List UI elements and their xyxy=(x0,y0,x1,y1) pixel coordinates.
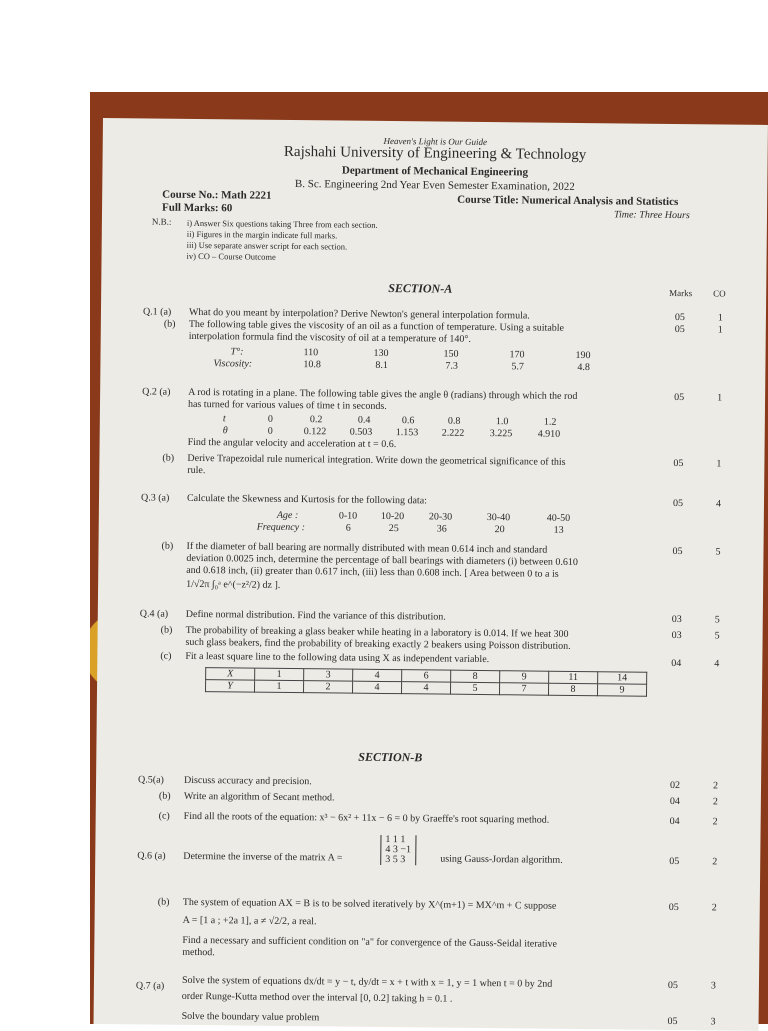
q4b-marks: 03 xyxy=(671,629,682,642)
q5b-label: (b) xyxy=(158,790,171,802)
table-cell: 11 xyxy=(549,671,598,684)
q3a-co: 4 xyxy=(715,498,722,510)
q5b-marks: 04 xyxy=(669,795,680,808)
q5a-label: Q.5(a) xyxy=(138,774,164,786)
q1b-co: 1 xyxy=(717,324,723,336)
q3-cell: 6 xyxy=(345,522,351,534)
q2-cell: 1.2 xyxy=(543,416,557,428)
q2-cell: 0.8 xyxy=(447,415,461,427)
q3-row1-label: Age : xyxy=(276,509,299,522)
university-name: Rajshahi University of Engineering & Technology xyxy=(283,143,587,164)
q2-cell: 0.122 xyxy=(303,426,327,438)
q1b-label: (b) xyxy=(163,318,176,330)
q7a-co: 3 xyxy=(710,980,717,992)
q2-cell: 0 xyxy=(267,413,273,425)
table-cell: 4 xyxy=(401,682,450,695)
section-a-heading: SECTION-A xyxy=(388,280,453,296)
exam-paper xyxy=(94,118,768,1031)
note-2: ii) Figures in the margin indicate full marks. xyxy=(186,228,338,241)
table-cell: 3 xyxy=(304,669,353,682)
q6a-text-1: Determine the inverse of the matrix A = xyxy=(183,850,343,864)
q4b-text-2: such glass beakers, find the probability of breaking exactly 2 beakers using Poisson distribution. xyxy=(185,636,571,652)
department-name: Department of Mechanical Engineering xyxy=(341,164,529,179)
q7a-marks: 05 xyxy=(667,979,679,992)
q5b-co: 2 xyxy=(712,796,718,808)
q1-cell: 190 xyxy=(575,349,591,362)
q1b-text-2: interpolation formula find the viscosity of oil at a temperature of 140°. xyxy=(188,330,472,345)
q3a-marks: 05 xyxy=(672,497,684,510)
q4c-label: (c) xyxy=(160,650,172,662)
q6a-marks: 05 xyxy=(669,855,680,868)
q2-cell: 2.222 xyxy=(441,427,465,439)
table-cell: Y xyxy=(205,680,254,693)
q1-cell: 170 xyxy=(509,349,525,361)
q1a-marks: 05 xyxy=(674,312,685,324)
q2-cell: 1.153 xyxy=(395,427,419,439)
q4a-label: Q.4 (a) xyxy=(139,608,169,620)
motto: Heaven's Light is Our Guide xyxy=(383,135,488,148)
q6b-text-3: Find a necessary and sufficient condition on "a" for convergence of the Gauss-Seidal iterative xyxy=(182,934,558,950)
q3-cell: 30-40 xyxy=(486,512,511,524)
note-3: iii) Use separate answer script for each section. xyxy=(186,239,348,252)
q7b-text: Solve the boundary value problem xyxy=(181,1010,320,1024)
q7a-text-2: order Runge-Kutta method over the interval [0, 0.2] taking h = 0.1 . xyxy=(181,990,453,1005)
time-allowed: Time: Three Hours xyxy=(613,209,690,222)
q1-cell: 110 xyxy=(303,347,319,359)
q3-cell: 25 xyxy=(388,523,399,535)
q7a-label: Q.7 (a) xyxy=(135,980,165,992)
q3-cell: 13 xyxy=(553,524,564,536)
q5a-co: 2 xyxy=(712,780,719,792)
q1-row1-label: T°: xyxy=(230,346,244,358)
table-cell: 7 xyxy=(499,683,548,696)
q4b-co: 5 xyxy=(714,630,720,642)
q1b-text-1: The following table gives the viscosity of an oil as a function of temperature. Using a suitable xyxy=(188,318,565,334)
q3-row2-label: Frequency : xyxy=(256,521,305,534)
table-cell: 8 xyxy=(548,683,597,696)
q3b-text-2: deviation 0.0025 inch, determine the percentage of ball bearings with diameters (i) between 0.610 xyxy=(186,552,578,568)
q2b-co: 1 xyxy=(716,458,722,470)
q3a-label: Q.3 (a) xyxy=(140,492,170,504)
q2-cell: 0.503 xyxy=(349,426,373,438)
q2a-text-1: A rod is rotating in a plane. The following table gives the angle θ (radians) through which the rod xyxy=(188,386,578,402)
table-cell: 5 xyxy=(450,682,499,695)
q2b-label: (b) xyxy=(162,452,175,464)
q2-cell: 0.4 xyxy=(357,414,371,426)
table-cell: 6 xyxy=(402,670,451,683)
q5a-marks: 02 xyxy=(669,779,681,792)
q1a-label: Q.1 (a) xyxy=(142,306,172,318)
q4a-text: Define normal distribution. Find the variance of this distribution. xyxy=(185,608,446,623)
q4b-label: (b) xyxy=(160,624,173,636)
q6a-co: 2 xyxy=(712,856,718,868)
q4a-co: 5 xyxy=(714,614,720,626)
matrix-row: 4 3 −1 xyxy=(385,843,412,856)
q2-cell: 0.6 xyxy=(401,415,415,427)
table-cell: 1 xyxy=(255,668,304,681)
q1-cell: 5.7 xyxy=(511,361,524,373)
q2-cell: 3.225 xyxy=(489,428,513,440)
q5c-marks: 04 xyxy=(669,815,680,828)
q5c-label: (c) xyxy=(158,810,170,822)
q2-cell: 4.910 xyxy=(537,428,561,440)
table-cell: 14 xyxy=(598,672,647,685)
exam-title: B. Sc. Engineering 2nd Year Even Semester Examination, 2022 xyxy=(294,178,575,193)
matrix-row: 3 5 3 xyxy=(385,853,406,866)
q3-cell: 40-50 xyxy=(546,512,571,524)
q3b-label: (b) xyxy=(161,540,174,552)
q3a-text: Calculate the Skewness and Kurtosis for the following data: xyxy=(186,492,428,507)
q1-cell: 10.8 xyxy=(303,359,321,371)
q1-cell: 130 xyxy=(373,347,389,360)
q1-cell: 8.1 xyxy=(375,359,388,371)
q7a-text-1: Solve the system of equations dx/dt = y − t, dy/dt = x + t with x = 1, y = 1 when t = 0 by 2nd xyxy=(181,974,553,990)
matrix-a xyxy=(380,835,416,865)
marks-header: Marks xyxy=(669,287,693,299)
q3b-marks: 05 xyxy=(672,545,683,558)
q2a-marks: 05 xyxy=(674,391,685,404)
q6b-label: (b) xyxy=(157,896,170,908)
q2b-marks: 05 xyxy=(673,457,684,470)
table-cell: 4 xyxy=(353,669,402,682)
q5a-text: Discuss accuracy and precision. xyxy=(184,774,312,788)
course-title: Course Title: Numerical Analysis and Statistics xyxy=(457,193,679,209)
q6b-text-4: method. xyxy=(182,946,215,959)
q5b-text: Write an algorithm of Secant method. xyxy=(183,790,335,804)
q4c-text: Fit a least square line to the following data using X as independent variable. xyxy=(185,650,490,666)
section-b-heading: SECTION-B xyxy=(358,749,423,765)
q3-cell: 36 xyxy=(436,523,447,535)
q1a-co: 1 xyxy=(717,312,723,324)
note-4: iv) CO – Course Outcome xyxy=(186,250,276,262)
q2a-text-2: has turned for various values of time t in seconds. xyxy=(187,398,387,412)
q4-data-table xyxy=(205,667,647,697)
q2b-text-1: Derive Trapezoidal rule numerical integration. Write down the geometrical significance of this xyxy=(187,452,566,468)
q6a-text-2: using Gauss-Jordan algorithm. xyxy=(440,853,563,866)
full-marks: Full Marks: 60 xyxy=(162,201,233,215)
matrix-row: 1 1 1 xyxy=(385,833,406,846)
q4a-marks: 03 xyxy=(671,613,682,626)
q5c-co: 2 xyxy=(712,816,718,828)
q3-cell: 0-10 xyxy=(338,510,358,522)
q1a-text: What do you meant by interpolation? Derive Newton's general interpolation formula. xyxy=(188,306,530,322)
table-cell: 2 xyxy=(303,681,352,694)
q2a-label: Q.2 (a) xyxy=(142,386,171,398)
q7b-co: 3 xyxy=(710,1016,716,1028)
q4c-co: 4 xyxy=(714,658,720,670)
q4b-text-1: The probability of breaking a glass beaker while heating in a laboratory is 0.014. If we heat 300 xyxy=(185,624,569,640)
table-cell: 8 xyxy=(451,670,500,683)
q2-cell: 0 xyxy=(267,425,273,437)
q2b-text-2: rule. xyxy=(187,464,206,477)
table-cell: 1 xyxy=(254,680,303,693)
q6b-marks: 05 xyxy=(668,901,679,914)
q1-row2-label: Viscosity: xyxy=(213,358,253,370)
table-cell: 9 xyxy=(597,684,646,697)
q1b-marks: 05 xyxy=(674,323,685,336)
q3b-text-1: If the diameter of ball bearing are normally distributed with mean 0.614 inch and standard xyxy=(186,540,548,556)
q6b-text-1: The system of equation AX = B is to be solved iteratively by X^(m+1) = MX^m + C suppose xyxy=(182,896,557,912)
q2-cell: 1.0 xyxy=(495,416,509,428)
q1-cell: 7.3 xyxy=(445,360,458,372)
q1-cell: 4.8 xyxy=(577,361,590,374)
note-1: i) Answer Six questions taking Three from each section. xyxy=(186,217,378,230)
q3-cell: 20-30 xyxy=(428,511,453,523)
q3b-text-3: and 0.618 inch, (ii) greater than 0.617 inch, (iii) less than 0.608 inch. [ Area between 0 to a is xyxy=(186,564,559,580)
q2-row2-label: θ xyxy=(222,425,228,437)
q2a-text-3: Find the angular velocity and acceleration at t = 0.6. xyxy=(187,436,397,451)
nb-label: N.B.: xyxy=(151,216,172,227)
q6a-label: Q.6 (a) xyxy=(137,850,166,862)
q3-cell: 10-20 xyxy=(380,510,405,523)
q3b-formula: 1/√2π ∫₀ᵃ e^(−z²/2) dz ]. xyxy=(186,578,281,591)
q5c-text: Find all the roots of the equation: x³ − 6x² + 11x − 6 = 0 by Graeffe's root squaring method. xyxy=(183,810,550,826)
course-no: Course No.: Math 2221 xyxy=(162,188,272,202)
table-cell: 4 xyxy=(352,681,401,694)
q6b-text-2: A = [1 a ; +2a 1], a ≠ √2/2, a real. xyxy=(182,914,317,928)
q2-cell: 0.2 xyxy=(309,414,323,426)
q2a-co: 1 xyxy=(717,392,723,404)
q7b-marks: 05 xyxy=(667,1015,678,1028)
q6b-co: 2 xyxy=(711,902,717,914)
q4c-marks: 04 xyxy=(671,657,682,670)
q1-cell: 150 xyxy=(443,348,459,360)
q3-cell: 20 xyxy=(494,524,505,536)
q2-row1-label: t xyxy=(222,413,226,425)
co-header: CO xyxy=(713,288,726,299)
q3b-co: 5 xyxy=(715,546,721,558)
table-cell: X xyxy=(206,668,255,681)
table-cell: 9 xyxy=(500,671,549,684)
